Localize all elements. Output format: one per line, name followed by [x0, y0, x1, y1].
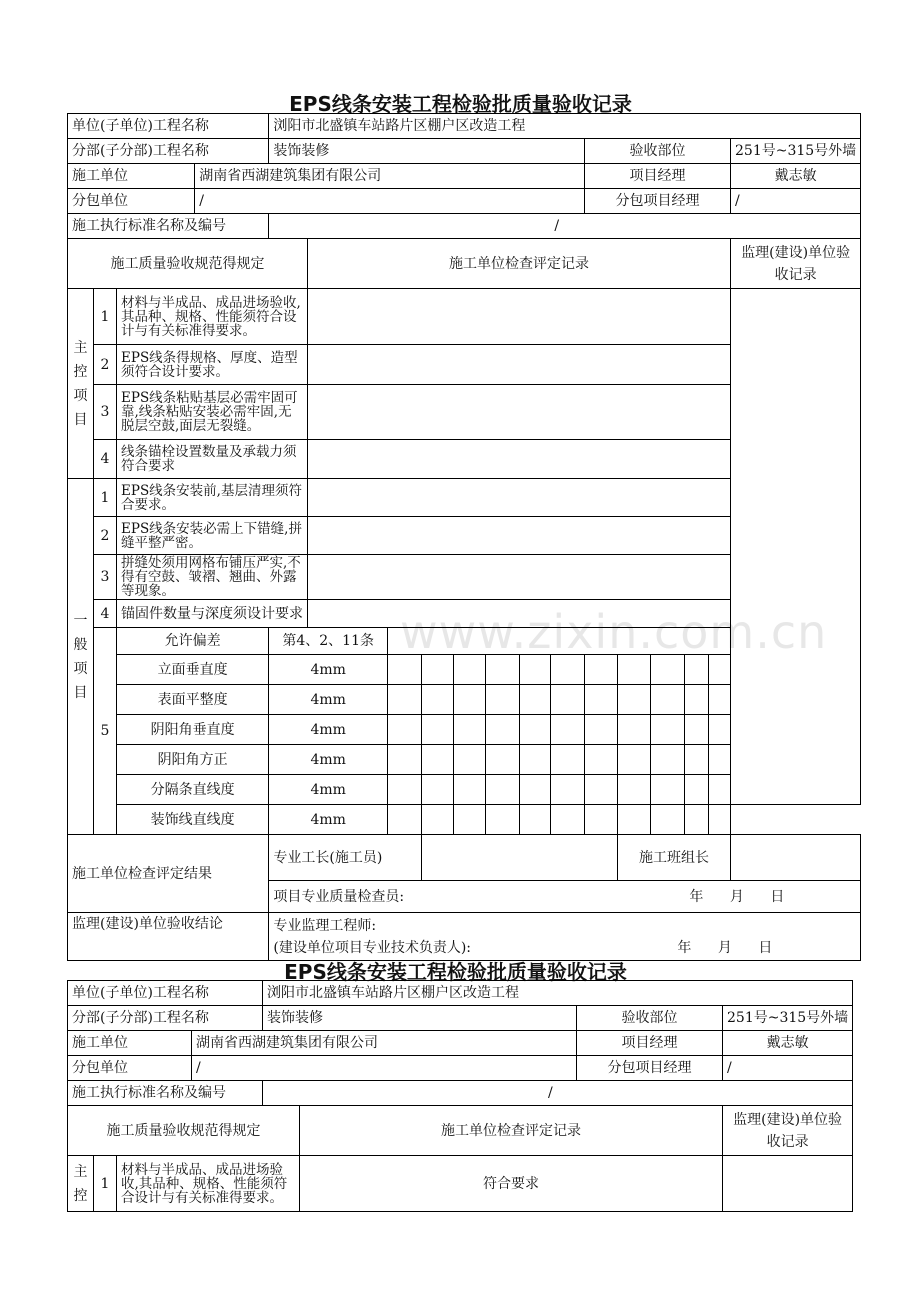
measure-cell: [551, 805, 585, 835]
measure-cell: [551, 715, 585, 745]
col-spec-header: 施工质量验收规范得规定: [68, 239, 308, 289]
tolerance-item-name: 装饰线直线度: [117, 805, 269, 835]
unit-project-label: 单位(子单位)工程名称: [68, 114, 269, 139]
acceptance-part-value: 251号~315号外墙: [723, 1006, 853, 1031]
measure-cell: [520, 655, 551, 685]
general-item-text: EPS线条安装前,基层清理须符合要求。: [117, 479, 308, 517]
measure-cell: [585, 745, 618, 775]
tolerance-item-name: 表面平整度: [117, 685, 269, 715]
supervision-record: [723, 1156, 853, 1212]
measure-cell: [585, 685, 618, 715]
acceptance-part-value: 251号~315号外墙: [731, 139, 861, 164]
owner-rep-label: (建设单位项目专业技术负责人):: [273, 940, 471, 956]
date-month: 月: [717, 940, 732, 956]
sub-pm-label: 分包项目经理: [577, 1056, 723, 1081]
general-group-label: 一般项目: [68, 479, 94, 835]
tolerance-num: 5: [94, 628, 117, 835]
measure-cell: [454, 655, 486, 685]
measure-cell: [422, 685, 454, 715]
measure-cell: [422, 745, 454, 775]
general-item-check: [308, 600, 731, 628]
main-group-label: 主控项目: [68, 289, 94, 479]
acceptance-part-label: 验收部位: [585, 139, 731, 164]
subcontractor-value: /: [195, 189, 585, 214]
tolerance-item-value: 4mm: [269, 685, 388, 715]
measure-cell: [651, 805, 685, 835]
result-label: 施工单位检查评定结果: [68, 835, 269, 913]
foreman-signature: [422, 835, 618, 881]
measure-cell: [585, 775, 618, 805]
subcontractor-label: 分包单位: [68, 1056, 192, 1081]
measure-cell: [454, 715, 486, 745]
general-item-num: 1: [94, 479, 117, 517]
form2-title: EPS线条安装工程检验批质量验收记录: [284, 960, 627, 984]
general-item-num: 2: [94, 517, 117, 555]
general-item-num: 3: [94, 555, 117, 600]
measure-cell: [618, 715, 651, 745]
pm-value: 戴志敏: [731, 164, 861, 189]
date-year: 年: [689, 888, 704, 905]
measure-cell: [388, 685, 422, 715]
col-check-header: 施工单位检查评定记录: [308, 239, 731, 289]
measure-cell: [454, 745, 486, 775]
measure-cell: [651, 655, 685, 685]
main-item-text: 材料与半成品、成品进场验收,其品种、规格、性能须符合设计与有关标准得要求。: [117, 1156, 300, 1212]
tolerance-item-name: 立面垂直度: [117, 655, 269, 685]
main-item-num: 1: [94, 289, 117, 345]
measure-cell: [709, 655, 731, 685]
general-item-num: 4: [94, 600, 117, 628]
tolerance-header-blank: [388, 628, 731, 655]
measure-cell: [454, 805, 486, 835]
main-item-check: [308, 289, 731, 345]
tolerance-item-value: 4mm: [269, 745, 388, 775]
form-table: [67, 113, 861, 961]
standard-value: /: [263, 1081, 853, 1106]
standard-value: /: [269, 214, 861, 239]
sub-project-value: 装饰装修: [269, 139, 585, 164]
watermark: www.zixin.com.cn: [400, 605, 828, 659]
date-day: 日: [770, 888, 785, 905]
general-item-text: 拼缝处须用网格布铺压严实,不得有空鼓、皱褶、翘曲、外露等现象。: [117, 555, 308, 600]
general-item-check: [308, 555, 731, 600]
measure-cell: [454, 685, 486, 715]
col-supervision-header: 监理(建设)单位验收记录: [731, 239, 861, 289]
main-item-num: 1: [94, 1156, 117, 1212]
col-spec-header: 施工质量验收规范得规定: [68, 1106, 300, 1156]
main-item-check: [308, 385, 731, 440]
measure-cell: [486, 685, 520, 715]
unit-project-label: 单位(子单位)工程名称: [68, 981, 263, 1006]
subcontractor-label: 分包单位: [68, 189, 195, 214]
tolerance-item-value: 4mm: [269, 655, 388, 685]
measure-cell: [618, 655, 651, 685]
date-year: 年: [677, 940, 692, 956]
team-leader-signature: [731, 835, 861, 881]
measure-cell: [520, 685, 551, 715]
measure-cell: [709, 745, 731, 775]
general-item-text: EPS线条安装必需上下错缝,拼缝平整严密。: [117, 517, 308, 555]
form2-table: [67, 980, 853, 1212]
main-item-num: 2: [94, 345, 117, 385]
measure-cell: [454, 775, 486, 805]
engineer-label: 专业监理工程师:: [273, 918, 377, 934]
measure-cell: [651, 745, 685, 775]
tolerance-item-name: 分隔条直线度: [117, 775, 269, 805]
measure-cell: [685, 715, 709, 745]
measure-cell: [520, 805, 551, 835]
measure-cell: [388, 715, 422, 745]
date-day: 日: [758, 940, 773, 956]
sub-pm-label: 分包项目经理: [585, 189, 731, 214]
measure-cell: [709, 805, 731, 835]
measure-cell: [651, 715, 685, 745]
inspector-row: [269, 881, 861, 913]
unit-project-value: 浏阳市北盛镇车站路片区棚户区改造工程: [263, 981, 853, 1006]
sub-project-label: 分部(子分部)工程名称: [68, 139, 269, 164]
pm-label: 项目经理: [577, 1031, 723, 1056]
contractor-value: 湖南省西湖建筑集团有限公司: [192, 1031, 577, 1056]
main-item-text: 材料与半成品、成品进场验收,其品种、规格、性能须符合设计与有关标准得要求。: [117, 289, 308, 345]
tolerance-item-name: 阴阳角方正: [117, 745, 269, 775]
measure-cell: [551, 775, 585, 805]
standard-label: 施工执行标准名称及编号: [68, 214, 269, 239]
main-item-check: [308, 345, 731, 385]
general-item-text: 锚固件数量与深度须设计要求: [117, 600, 308, 628]
general-item-check: [308, 517, 731, 555]
measure-cell: [422, 805, 454, 835]
measure-cell: [486, 655, 520, 685]
main-item-check: [308, 440, 731, 479]
measure-cell: [618, 805, 651, 835]
measure-cell: [651, 685, 685, 715]
measure-cell: [709, 775, 731, 805]
team-leader-label: 施工班组长: [618, 835, 731, 881]
measure-cell: [388, 775, 422, 805]
tolerance-row: [68, 805, 861, 835]
main-item-text: 线条锚栓设置数量及承载力须符合要求: [117, 440, 308, 479]
subcontractor-value: /: [192, 1056, 577, 1081]
measure-cell: [551, 655, 585, 685]
col-check-header: 施工单位检查评定记录: [300, 1106, 723, 1156]
sub-project-value: 装饰装修: [263, 1006, 577, 1031]
acceptance-part-label: 验收部位: [577, 1006, 723, 1031]
col-supervision-header: 监理(建设)单位验收记录: [723, 1106, 853, 1156]
measure-cell: [388, 655, 422, 685]
measure-cell: [585, 655, 618, 685]
foreman-label: 专业工长(施工员): [269, 835, 422, 881]
contractor-value: 湖南省西湖建筑集团有限公司: [195, 164, 585, 189]
measure-cell: [651, 775, 685, 805]
supervision-record: [731, 289, 861, 805]
measure-cell: [422, 715, 454, 745]
measure-cell: [709, 685, 731, 715]
sub-pm-value: /: [731, 189, 861, 214]
measure-cell: [685, 745, 709, 775]
tolerance-item-value: 4mm: [269, 775, 388, 805]
measure-cell: [618, 685, 651, 715]
measure-cell: [685, 775, 709, 805]
measure-cell: [585, 715, 618, 745]
sub-pm-value: /: [723, 1056, 853, 1081]
main-item-num: 3: [94, 385, 117, 440]
standard-label: 施工执行标准名称及编号: [68, 1081, 263, 1106]
conclusion-label: 监理(建设)单位验收结论: [68, 913, 269, 961]
tolerance-label: 允许偏差: [117, 628, 269, 655]
measure-cell: [585, 805, 618, 835]
measure-cell: [486, 745, 520, 775]
measure-cell: [486, 805, 520, 835]
contractor-label: 施工单位: [68, 164, 195, 189]
measure-cell: [685, 655, 709, 685]
measure-cell: [388, 805, 422, 835]
measure-cell: [422, 775, 454, 805]
measure-cell: [551, 745, 585, 775]
sub-project-label: 分部(子分部)工程名称: [68, 1006, 263, 1031]
main-item-num: 4: [94, 440, 117, 479]
tolerance-ref: 第4、2、11条: [269, 628, 388, 655]
pm-value: 戴志敏: [723, 1031, 853, 1056]
measure-cell: [685, 685, 709, 715]
general-item-check: [308, 479, 731, 517]
tolerance-item-value: 4mm: [269, 715, 388, 745]
unit-project-value: 浏阳市北盛镇车站路片区棚户区改造工程: [269, 114, 861, 139]
main-item-text: EPS线条粘贴基层必需牢固可靠,线条粘贴安装必需牢固,无脱层空鼓,面层无裂缝。: [117, 385, 308, 440]
conclusion-row: [269, 913, 861, 961]
main-item-text: EPS线条得规格、厚度、造型须符合设计要求。: [117, 345, 308, 385]
measure-cell: [422, 655, 454, 685]
main-item-result: 符合要求: [300, 1156, 723, 1212]
measure-cell: [388, 745, 422, 775]
measure-cell: [551, 685, 585, 715]
measure-cell: [685, 805, 709, 835]
form-title: EPS线条安装工程检验批质量验收记录: [289, 92, 632, 116]
measure-cell: [520, 715, 551, 745]
pm-label: 项目经理: [585, 164, 731, 189]
contractor-label: 施工单位: [68, 1031, 192, 1056]
date-month: 月: [729, 888, 744, 905]
measure-cell: [486, 775, 520, 805]
main-group-label: 主控: [68, 1156, 94, 1212]
inspector-label: 项目专业质量检查员:: [273, 888, 405, 905]
measure-cell: [486, 715, 520, 745]
measure-cell: [709, 715, 731, 745]
measure-cell: [520, 775, 551, 805]
tolerance-item-value: 4mm: [269, 805, 388, 835]
measure-cell: [520, 745, 551, 775]
tolerance-item-name: 阴阳角垂直度: [117, 715, 269, 745]
measure-cell: [618, 775, 651, 805]
measure-cell: [618, 745, 651, 775]
